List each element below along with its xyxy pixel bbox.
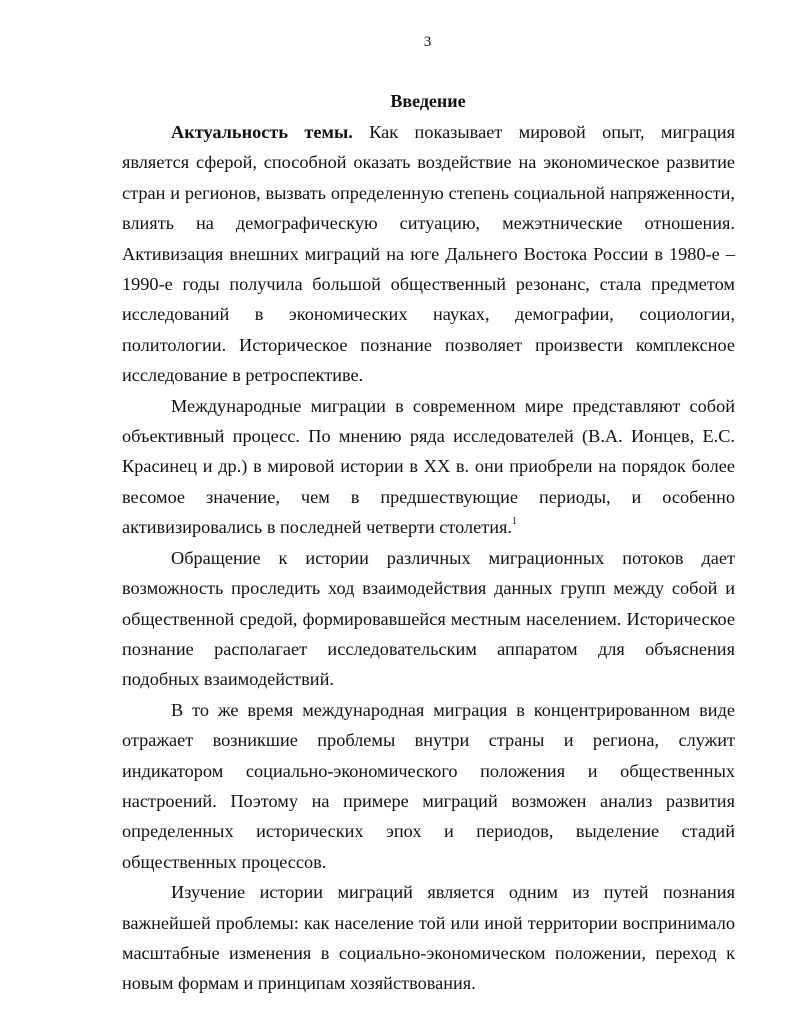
paragraph-international-migration xyxy=(122,391,735,543)
paragraph-concentrated-form xyxy=(122,695,735,877)
paragraph-text: Изучение истории миграций является одним из путей познания важнейшей проблемы: как население той или иной территории воспринимало масштабные изменения в социально-экономическом положении, переход к новым формам и принципам хозяйствования. xyxy=(122,882,735,994)
body-text xyxy=(122,117,735,999)
lead-phrase: Актуальность темы. xyxy=(171,122,353,142)
section-heading: Введение xyxy=(390,91,466,111)
paragraph-text: Обращение к истории различных миграционных потоков дает возможность проследить ход взаимодействия данных групп между собой и общественной средой, формировавшейся местным населением. Историческое познание располагает исследовательским аппаратом для объяснения подобных взаимодействий. xyxy=(122,547,735,690)
paragraph-text: Как показывает мировой опыт, миграция является сферой, способной оказать воздействие на экономическое развитие стран и регионов, вызвать определенную степень социальной напряженности, влиять на демографическую ситуацию, межэтнические отношения. Активизация внешних миграций на юге Дальнего Востока России в 1980-е – 1990-е годы получила большой общественный резонанс, стала предметом исследований в экономических науках, демографии, социологии, политологии. Историческое познание позволяет произвести комплексное исследование в ретроспективе. xyxy=(122,122,735,386)
paragraph-migration-flows xyxy=(122,543,735,695)
paragraph-text: Международные миграции в современном мире представляют собой объективный процесс. По мнению ряда исследователей (В.А. Ионцев, Е.С. Красинец и др.) в мировой истории в XX в. они приобрели на порядок более весомое значение, чем в предшествующие периоды, и особенно активизировались в последней четверти столетия. xyxy=(122,395,735,538)
footnote-marker: 1 xyxy=(512,516,517,528)
paragraph-text: В то же время международная миграция в концентрированном виде отражает возникшие проблемы внутри страны и региона, служит индикатором социально-экономического положения и общественных настроений. Поэтому на примере миграций возможен анализ развития определенных исторических эпох и периодов, выделение стадий общественных процессов. xyxy=(122,699,735,872)
page-number: 3 xyxy=(423,34,432,50)
paragraph-relevance xyxy=(122,117,735,391)
paragraph-study-of-history xyxy=(122,877,735,999)
